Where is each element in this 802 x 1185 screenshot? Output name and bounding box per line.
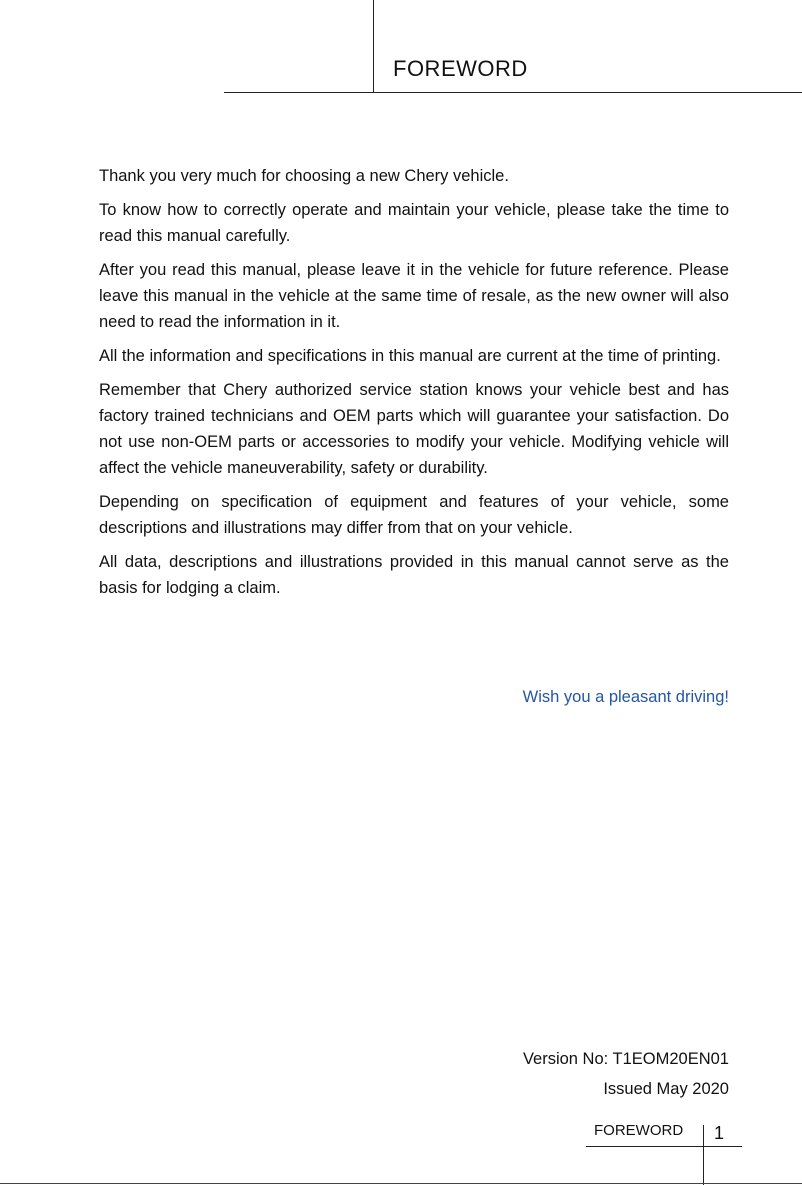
- footer-horizontal-rule: [586, 1146, 742, 1147]
- page-bottom-rule: [0, 1183, 802, 1184]
- version-number: Version No: T1EOM20EN01: [522, 1050, 729, 1068]
- header-horizontal-rule: [224, 92, 802, 93]
- footer-vertical-rule: [703, 1125, 704, 1185]
- issue-date: Issued May 2020: [603, 1080, 729, 1098]
- closing-wish: Wish you a pleasant driving!: [522, 688, 729, 706]
- paragraph-thanks: Thank you very much for choosing a new Chery vehicle.: [99, 167, 509, 185]
- paragraph-claim-disclaimer: All data, descriptions and illustrations provided in this manual cannot serve as the basis for lodging a claim.: [99, 553, 729, 597]
- paragraph-specifications: Depending on specification of equipment and features of your vehicle, some descriptions and illustrations may differ from that on your vehicle.: [99, 493, 729, 537]
- page-number: 1: [714, 1123, 725, 1143]
- header-vertical-rule: [373, 0, 374, 93]
- paragraph-service-station: Remember that Chery authorized service station knows your vehicle best and has factory trained technicians and OEM parts which will guarantee your satisfaction. Do not use non-OEM parts or accessories to modify your vehicle. Modifying vehicle will affect the vehicle maneuverability, safety or durability.: [99, 381, 729, 477]
- paragraph-current-info: All the information and specifications in this manual are current at the time of printing.: [99, 347, 721, 365]
- version-block: [523, 1044, 729, 1104]
- paragraph-keep-manual: After you read this manual, please leave it in the vehicle for future reference. Please leave this manual in the vehicle at the same time of resale, as the new owner will also need to read the information in it.: [99, 261, 729, 331]
- foreword-body: [99, 163, 729, 609]
- paragraph-read-manual: To know how to correctly operate and maintain your vehicle, please take the time to read this manual carefully.: [99, 201, 729, 245]
- footer-section-label: FOREWORD: [594, 1122, 684, 1139]
- page-title: FOREWORD: [393, 56, 528, 81]
